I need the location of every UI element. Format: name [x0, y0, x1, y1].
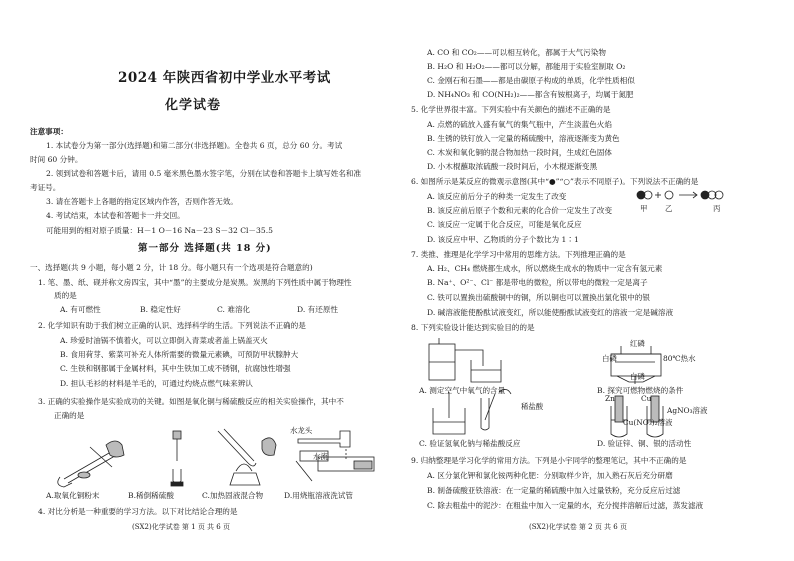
q2-option-b: B. 食用荷芽、紫菜可补充人体所需要的微量元素碘，可预防甲状腺肿大	[60, 350, 299, 359]
q2-option-d: D. 担认毛衫的材料是羊毛的，可通过灼烧点燃气味来辨认	[60, 379, 253, 388]
q7-option-a: A. H₂、CH₄ 燃烧都生成水，所以燃烧生成水的物质中一定含有氢元素	[427, 264, 663, 273]
q4-stem: 4. 对比分析是一种重要的学习方法。以下对比结论合理的是	[38, 507, 238, 516]
q9-stem: 9. 归纳整理是学习化学的常用方法。下列是小宇同学的整理笔记，其中不正确的是	[411, 456, 687, 465]
q1-stem: 1. 笔、墨、纸、砚并称文房四宝，其中“墨”的主要成分是炭黑。炭黑的下列性质中属于物理性	[38, 278, 352, 287]
q4-option-a: A. CO 和 CO₂——可以相互转化，都属于大气污染物	[427, 48, 606, 57]
atomic-masses: 可能用到的相对原子质量：H－1 O－16 Na－23 S－32 Cl－35.5	[46, 226, 273, 235]
right-column	[397, 0, 794, 561]
q8-text-cu: Cu	[641, 394, 652, 403]
q8-label-c: C. 验证氢氧化钠与稀盐酸反应	[419, 439, 521, 448]
q2-option-c: C. 生铁和钢都属于金属材料，其中生铁加工成不锈钢，抗腐蚀性增强	[60, 364, 291, 373]
q3-water-label: 水流	[313, 452, 328, 461]
q4-option-b: B. H₂O 和 H₂O₂——都可以分解，都能用于实验室制取 O₂	[427, 62, 626, 71]
page-footer-left: (SX2)化学试卷 第 1 页 共 6 页	[132, 523, 230, 531]
notes-heading: 注意事项：	[30, 127, 68, 136]
note-line: 考证号。	[30, 183, 61, 192]
q8-text-red-phosphorus: 红磷	[630, 339, 645, 348]
q7-option-c: C. 铁可以置换出硫酸铜中的铜，所以铜也可以置换出氯化银中的银	[427, 293, 650, 302]
q6-stem: 6. 如图所示是某反应的微观示意图(其中“●”“○”表示不同原子)。下列说法不正确的是	[411, 177, 699, 186]
q7-stem: 7. 类推、推理是化学学习中常用的思维方法。下列推理正确的是	[411, 250, 626, 259]
q8-text-hot-water: 80℃热水	[663, 354, 696, 363]
note-line: 3. 请在答题卡上各题的指定区域内作答，否则作答无效。	[46, 197, 238, 206]
exam-title: 2024 年陕西省初中学业水平考试	[118, 70, 331, 86]
q5-option-d: D. 小木棍蘸取浓硫酸一段时间后，小木棍逐渐变黑	[427, 162, 598, 171]
part1-intro: 一、选择题(共 9 小题，每小题 2 分，计 18 分。每小题只有一个选项是符合题意的)	[30, 263, 313, 272]
q2-stem: 2. 化学知识有助于我们树立正确的认识、选择科学的生活。下列说法不正确的是	[38, 321, 306, 330]
q8-stem: 8. 下列实验设计能达到实验目的的是	[411, 323, 535, 332]
q3-label-c: C.加热固液混合物	[202, 491, 264, 500]
q5-stem: 5. 化学世界很丰富。下列实验中有关颜色的描述不正确的是	[411, 105, 611, 114]
q5-option-a: A. 点燃的硫放入盛有氧气的集气瓶中，产生淡蓝色火焰	[427, 120, 612, 129]
note-line: 时间 60 分钟。	[30, 155, 83, 164]
q8-label-d: D. 验证锌、铜、银的活动性	[597, 439, 692, 448]
q6-option-d: D. 该反应中甲、乙物质的分子个数比为 1∶1	[427, 235, 579, 244]
q8-text-white-phosphorus: 白磷	[602, 354, 617, 363]
note-line: 4. 考试结束，本试卷和答题卡一并交回。	[46, 211, 185, 220]
q6-label-jia: 甲	[640, 204, 648, 213]
q8-label-a: A. 测定空气中氧气的含量	[419, 386, 506, 395]
q7-option-b: B. Na⁺、O²⁻、Cl⁻ 都是带电的微粒，所以带电的微粒一定是离子	[427, 278, 648, 287]
subject-title: 化学试卷	[165, 98, 222, 113]
q1-stem: 质的是	[54, 291, 77, 300]
q3-stem: 正确的是	[54, 411, 85, 420]
q1-option-d: D. 有还原性	[297, 305, 339, 314]
q1-option-c: C. 难溶化	[217, 305, 251, 314]
q3-label-b: B.稀倒稀硫酸	[128, 491, 174, 500]
q8-figure-a	[429, 338, 501, 382]
q8-text-cu-nitrate: Cu(NO₃)₂溶液	[623, 418, 673, 427]
q3-label-d: D.用烧瓶溶液洗试管	[284, 491, 353, 500]
note-line: 2. 领到试卷和答题卡后，请用 0.5 毫米黑色墨水签字笔，分别在试卷和答题卡上填写姓名和准	[46, 169, 362, 178]
q6-label-yi: 乙	[665, 204, 673, 213]
q4-option-d: D. NH₄NO₃ 和 CO(NH₂)₂——都含有铵根离子，均属于氮肥	[427, 90, 634, 99]
q9-option-b: B. 制备硫酸亚铁溶液：在一定量的稀硫酸中加入过量铁粉，充分反应后过滤	[427, 486, 681, 495]
page-footer-right: (SX2)化学试卷 第 2 页 共 6 页	[529, 523, 627, 531]
q9-option-c: C. 除去粗盐中的泥沙：在粗盐中加入一定量的水，充分搅拌溶解后过滤，蒸发滤液	[427, 501, 704, 510]
q3-figure-c	[218, 429, 276, 485]
q9-option-a: A. 区分氯化钾和氯化铵两种化肥：分别取样少许，加入熟石灰后充分研磨	[427, 471, 673, 480]
q1-option-a: A. 有可燃性	[60, 305, 101, 314]
part1-heading: 第一部分 选择题(共 18 分)	[138, 243, 272, 254]
q8-figure-d	[611, 396, 663, 437]
q6-label-bing: 丙	[713, 204, 721, 213]
q8-text-zn: Zn	[605, 394, 615, 403]
q2-option-a: A. 珍爱时油锅不慎着火，可以立即倒入青菜或者盖上锅盖灭火	[60, 336, 268, 345]
q3-tap-label: 水龙头	[290, 426, 313, 435]
note-line: 1. 本试卷分为第一部分(选择题)和第二部分(非选择题)。全卷共 6 页，总分 60 分。考试	[46, 141, 343, 150]
q8-label-b: B. 探究可燃物燃烧的条件	[597, 386, 684, 395]
q8-text-ag-nitrate: AgNO₃溶液	[667, 406, 708, 415]
q7-option-d: D. 碱溶液能使酚酞试液变红，所以能使酚酞试液变红的溶液一定是碱溶液	[427, 308, 674, 317]
q3-stem: 3. 正确的实验操作是实验成功的关键。如图是氧化铜与稀硫酸反应的相关实验操作，其中不	[38, 397, 344, 406]
q8-text-hcl: 稀盐酸	[521, 402, 544, 411]
q3-figure-b	[171, 431, 183, 486]
q1-option-b: B. 稳定性好	[140, 305, 181, 314]
q6-option-b: B. 该反应前后原子个数和元素的化合价一定发生了改变	[427, 206, 613, 215]
q3-apparatus-figure	[50, 427, 390, 489]
q8-text-white-phosphorus-2: 白磷	[630, 372, 645, 381]
q5-option-b: B. 生锈的铁钉放入一定量的稀硫酸中，溶液逐渐变为黄色	[427, 134, 620, 143]
q6-option-c: C. 该反应一定属于化合反应，可能是氧化反应	[427, 220, 582, 229]
q4-option-c: C. 金刚石和石墨——都是由碳原子构成的单质，化学性质相似	[427, 76, 635, 85]
q5-option-c: C. 木炭和氧化铜的混合物加热一段时间，生成红色固体	[427, 148, 613, 157]
q3-figure-d	[296, 431, 374, 481]
q6-option-a: A. 该反应前后分子的种类一定发生了改变	[427, 192, 567, 201]
q3-figure-a	[58, 441, 124, 487]
q3-label-a: A.取氧化铜粉末	[46, 491, 100, 500]
q8-figure-c	[433, 389, 511, 434]
